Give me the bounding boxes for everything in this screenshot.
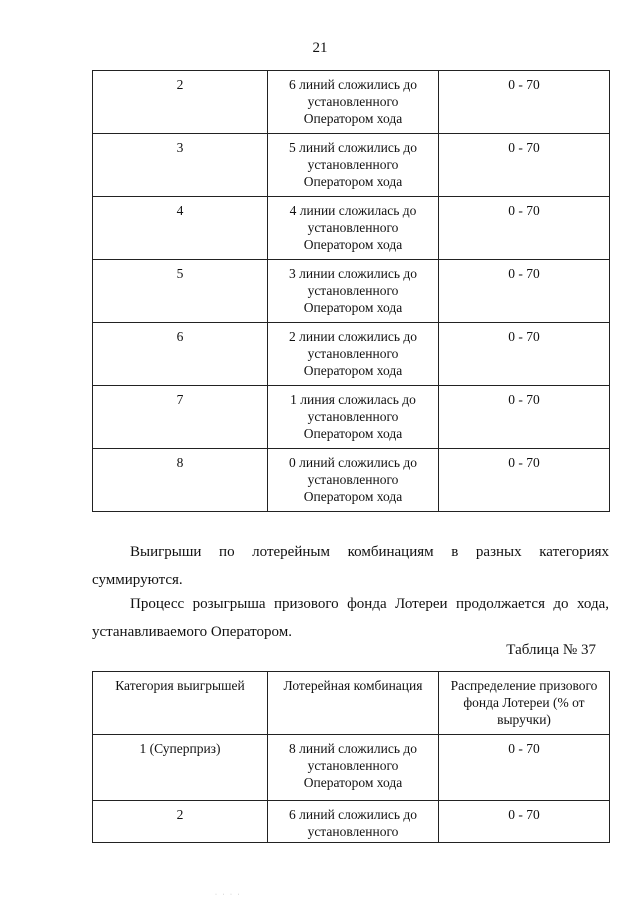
paragraph-summation — [92, 538, 609, 594]
distribution-cell: 0 - 70 — [439, 134, 610, 197]
table-caption: Таблица № 37 — [506, 642, 596, 658]
table-row — [93, 260, 610, 323]
table-row — [93, 197, 610, 260]
paragraph-draw-process — [92, 590, 609, 646]
table-row — [93, 134, 610, 197]
header-distribution: Распределение призового фонда Лотереи (% от выручки) — [439, 672, 610, 735]
category-cell: 2 — [93, 71, 268, 134]
distribution-cell: 0 - 70 — [439, 260, 610, 323]
category-cell: 2 — [93, 801, 268, 843]
page-number: 21 — [312, 40, 328, 56]
table-row — [93, 801, 610, 843]
prize-table-continued — [92, 70, 610, 512]
combination-cell: 5 линий сложились до установленного Оператором хода — [268, 134, 439, 197]
category-cell: 8 — [93, 449, 268, 512]
distribution-cell: 0 - 70 — [439, 735, 610, 801]
distribution-cell: 0 - 70 — [439, 323, 610, 386]
combination-cell: 4 линии сложилась до установленного Оператором хода — [268, 197, 439, 260]
distribution-cell: 0 - 70 — [439, 449, 610, 512]
paragraph-text: Процесс розыгрыша призового фонда Лотереи продолжается до хода, устанавливаемого Оператором. — [92, 596, 609, 640]
category-cell: 6 — [93, 323, 268, 386]
scan-artifact: · · · · — [215, 892, 242, 898]
combination-cell: 6 линий сложились до установленного Оператором хода — [268, 71, 439, 134]
category-cell: 7 — [93, 386, 268, 449]
header-category: Категория выигрышей — [93, 672, 268, 735]
combination-cell: 2 линии сложились до установленного Оператором хода — [268, 323, 439, 386]
category-cell: 5 — [93, 260, 268, 323]
table-row — [93, 71, 610, 134]
combination-cell: 6 линий сложились до установленного — [268, 801, 439, 843]
combination-cell: 8 линий сложились до установленного Оператором хода — [268, 735, 439, 801]
distribution-cell: 0 - 70 — [439, 197, 610, 260]
table-row — [93, 449, 610, 512]
table-header-row — [93, 672, 610, 735]
table-row — [93, 323, 610, 386]
header-combination: Лотерейная комбинация — [268, 672, 439, 735]
category-cell: 4 — [93, 197, 268, 260]
table-row — [93, 735, 610, 801]
combination-cell: 3 линии сложились до установленного Оператором хода — [268, 260, 439, 323]
prize-table-37 — [92, 671, 610, 843]
distribution-cell: 0 - 70 — [439, 801, 610, 843]
distribution-cell: 0 - 70 — [439, 71, 610, 134]
combination-cell: 0 линий сложились до установленного Оператором хода — [268, 449, 439, 512]
paragraph-text: Выигрыши по лотерейным комбинациям в разных категориях суммируются. — [92, 544, 609, 588]
table-row — [93, 386, 610, 449]
category-cell: 3 — [93, 134, 268, 197]
combination-cell: 1 линия сложилась до установленного Оператором хода — [268, 386, 439, 449]
category-cell: 1 (Суперприз) — [93, 735, 268, 801]
distribution-cell: 0 - 70 — [439, 386, 610, 449]
